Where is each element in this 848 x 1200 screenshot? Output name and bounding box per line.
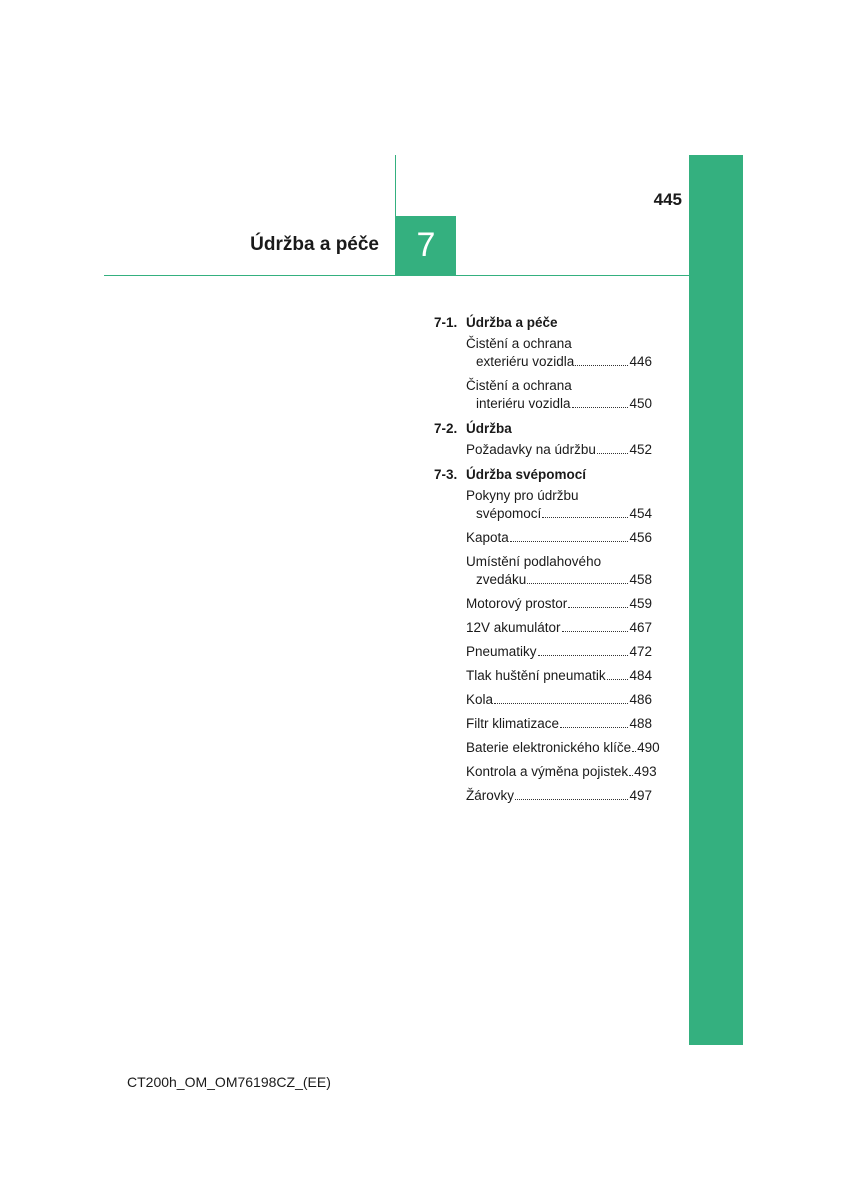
entry-title: Kola [466, 692, 494, 707]
dot-leader [510, 541, 629, 542]
entry-page-number: 467 [629, 620, 652, 635]
entry-page-number: 497 [629, 788, 652, 803]
entry-page-number: 484 [629, 668, 652, 683]
toc-entry[interactable] [466, 377, 652, 413]
toc-section-heading[interactable] [434, 419, 652, 441]
chapter-side-tab [689, 155, 743, 1045]
chapter-number-box [396, 216, 456, 276]
toc-entry[interactable] [466, 667, 652, 685]
dot-leader [560, 727, 628, 728]
section-number: 7-1. [434, 315, 458, 330]
entry-title: Žárovky [466, 788, 515, 803]
toc-entry[interactable] [466, 619, 652, 637]
entry-title: Čistění a ochrana [466, 336, 572, 351]
dot-leader [515, 799, 628, 800]
dot-leader [538, 655, 629, 656]
entry-title: interiéru vozidla [476, 396, 571, 411]
entry-page-number: 490 [637, 740, 660, 755]
section-title: Údržba a péče [466, 315, 558, 330]
toc-entry[interactable] [466, 715, 652, 733]
entry-page-number: 472 [629, 644, 652, 659]
toc-section [434, 465, 660, 805]
toc-entry[interactable] [466, 787, 652, 805]
entry-title: Umístění podlahového [466, 554, 602, 569]
entry-title: svépomocí [476, 506, 542, 521]
toc-section [434, 313, 652, 413]
entry-page-number: 459 [629, 596, 652, 611]
entry-title: exteriéru vozidla [476, 354, 575, 369]
chapter-title: Údržba a péče [250, 234, 379, 255]
entry-page-number: 452 [629, 442, 652, 457]
entry-title: zvedáku [476, 572, 527, 587]
entry-page-number: 458 [629, 572, 652, 587]
toc-entry[interactable] [466, 763, 657, 781]
toc-section-heading[interactable] [434, 465, 652, 487]
section-number: 7-2. [434, 421, 458, 436]
toc-entry[interactable] [466, 529, 652, 547]
dot-leader [632, 751, 636, 752]
entry-page-number: 446 [629, 354, 652, 369]
entry-page-number: 456 [629, 530, 652, 545]
dot-leader [542, 517, 628, 518]
dot-leader [494, 703, 628, 704]
entry-title: Pokyny pro údržbu [466, 488, 579, 503]
toc-entry[interactable] [466, 487, 652, 523]
entry-title: Požadavky na údržbu [466, 442, 596, 457]
page-number: 445 [653, 190, 682, 209]
dot-leader [597, 453, 629, 454]
section-title: Údržba [466, 421, 512, 436]
table-of-contents [434, 313, 660, 811]
dot-leader [629, 775, 633, 776]
section-number: 7-3. [434, 467, 458, 482]
toc-section-heading[interactable] [434, 313, 652, 335]
toc-entry[interactable] [466, 691, 652, 709]
toc-entry[interactable] [466, 335, 652, 371]
toc-entry[interactable] [466, 595, 652, 613]
toc-section [434, 419, 652, 459]
dot-leader [568, 607, 628, 608]
chapter-number: 7 [416, 226, 436, 264]
section-title: Údržba svépomocí [466, 467, 587, 482]
entry-title: Motorový prostor [466, 596, 568, 611]
entry-page-number: 493 [634, 764, 657, 779]
toc-entry[interactable] [466, 739, 660, 757]
toc-entry[interactable] [466, 643, 652, 661]
entry-title: Filtr klimatizace [466, 716, 560, 731]
toc-entry[interactable] [466, 441, 652, 459]
entry-title: Tlak huštění pneumatik [466, 668, 606, 683]
dot-leader [527, 583, 628, 584]
entry-page-number: 486 [629, 692, 652, 707]
entry-title: Pneumatiky [466, 644, 537, 659]
footer-code: CT200h_OM_OM76198CZ_(EE) [127, 1074, 331, 1090]
dot-leader [562, 631, 629, 632]
dot-leader [607, 679, 629, 680]
entry-page-number: 450 [629, 396, 652, 411]
entry-title: Čistění a ochrana [466, 378, 572, 393]
entry-page-number: 454 [629, 506, 652, 521]
entry-title: Kapota [466, 530, 509, 545]
dot-leader [575, 365, 628, 366]
entry-title: Kontrola a výměna pojistek [466, 764, 629, 779]
entry-page-number: 488 [629, 716, 652, 731]
dot-leader [572, 407, 629, 408]
toc-entry[interactable] [466, 553, 652, 589]
entry-title: 12V akumulátor [466, 620, 561, 635]
entry-title: Baterie elektronického klíče [466, 740, 632, 755]
